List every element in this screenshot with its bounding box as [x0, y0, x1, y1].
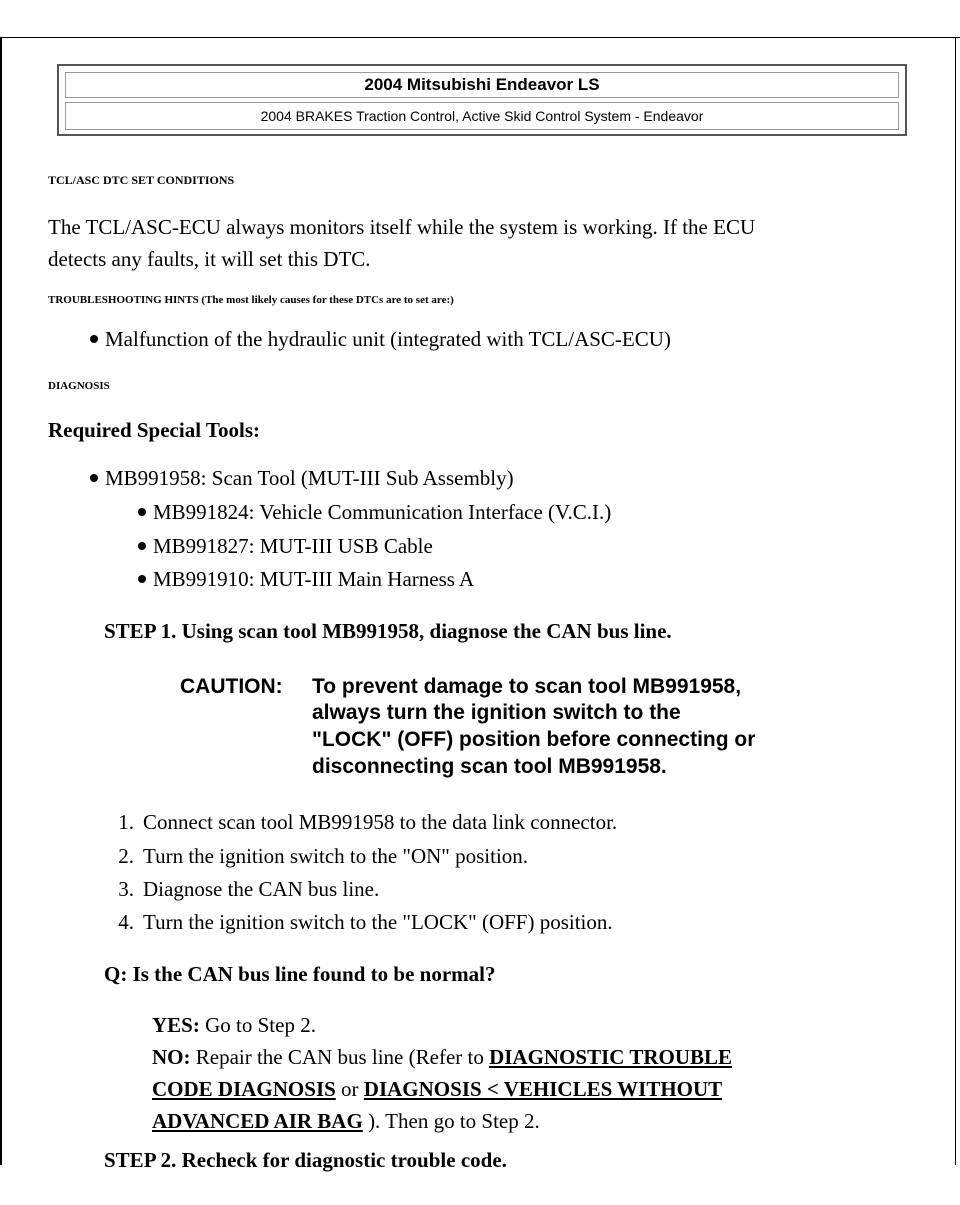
- bullet-dot-icon: [138, 542, 146, 550]
- required-tools-heading: Required Special Tools:: [48, 418, 260, 442]
- no-answer-line2: [152, 1077, 722, 1102]
- tool-main-text: MB991958: Scan Tool (MUT-III Sub Assembly): [105, 466, 514, 490]
- diagnosis-vehicles-link[interactable]: ADVANCED AIR BAG: [152, 1109, 363, 1133]
- step2-title: STEP 2. Recheck for diagnostic trouble code.: [104, 1148, 507, 1172]
- header-title: 2004 Mitsubishi Endeavor LS: [65, 72, 899, 98]
- tool-sub-item: [138, 500, 611, 525]
- hint-bullet-text: Malfunction of the hydraulic unit (integrated with TCL/ASC-ECU): [105, 327, 671, 351]
- step-number: 1.: [118, 810, 134, 834]
- bullet-dot-icon: [138, 575, 146, 583]
- yes-answer: [152, 1013, 316, 1038]
- step1-title: STEP 1. Using scan tool MB991958, diagnose the CAN bus line.: [104, 619, 672, 643]
- caution-label: CAUTION:: [180, 675, 283, 698]
- procedure-step: [104, 910, 613, 935]
- tool-sub-text: MB991827: MUT-III USB Cable: [153, 534, 433, 558]
- caution-line: always turn the ignition switch to the: [312, 701, 681, 724]
- document-header: [57, 64, 907, 136]
- tool-sub-item: [138, 534, 433, 559]
- hint-bullet-item: [90, 327, 671, 352]
- bullet-dot-icon: [90, 474, 98, 482]
- caution-line: disconnecting scan tool MB991958.: [312, 755, 667, 778]
- procedure-step: [104, 877, 379, 902]
- step-text: Turn the ignition switch to the "ON" position.: [143, 844, 529, 868]
- troubleshooting-hints-heading: TROUBLESHOOTING HINTS (The most likely causes for these DTCs are to set are:): [48, 294, 454, 306]
- step-text: Connect scan tool MB991958 to the data link connector.: [143, 810, 618, 834]
- caution-line: "LOCK" (OFF) position before connecting or: [312, 728, 756, 751]
- no-text: Repair the CAN bus line (Refer to: [195, 1045, 484, 1069]
- caution-line: To prevent damage to scan tool MB991958,: [312, 675, 742, 698]
- diagnostic-trouble-code-link[interactable]: CODE DIAGNOSIS: [152, 1077, 336, 1101]
- or-text: or: [341, 1077, 359, 1101]
- no-text-end: ). Then go to Step 2.: [368, 1109, 540, 1133]
- set-conditions-heading: TCL/ASC DTC SET CONDITIONS: [48, 173, 235, 187]
- yes-text: Go to Step 2.: [205, 1013, 316, 1037]
- diagnostic-trouble-code-link[interactable]: DIAGNOSTIC TROUBLE: [489, 1045, 733, 1069]
- diagnosis-heading: DIAGNOSIS: [48, 380, 110, 392]
- step-number: 4.: [118, 910, 134, 934]
- tool-main-item: [90, 466, 514, 491]
- procedure-step: [104, 810, 617, 835]
- bullet-dot-icon: [90, 335, 98, 343]
- no-answer-line3: [152, 1109, 540, 1134]
- bullet-dot-icon: [138, 508, 146, 516]
- tool-sub-text: MB991910: MUT-III Main Harness A: [153, 567, 475, 591]
- set-conditions-para-line2: detects any faults, it will set this DTC.: [48, 247, 371, 271]
- step-number: 2.: [118, 844, 134, 868]
- procedure-step: [104, 844, 528, 869]
- set-conditions-para-line1: The TCL/ASC-ECU always monitors itself while the system is working. If the ECU: [48, 215, 756, 239]
- diagnosis-vehicles-link[interactable]: DIAGNOSIS < VEHICLES WITHOUT: [363, 1077, 723, 1101]
- tool-sub-item: [138, 567, 474, 592]
- step-text: Diagnose the CAN bus line.: [143, 877, 380, 901]
- no-label: NO:: [152, 1045, 191, 1069]
- step-number: 3.: [118, 877, 134, 901]
- step-text: Turn the ignition switch to the "LOCK" (OFF) position.: [143, 910, 613, 934]
- tool-sub-text: MB991824: Vehicle Communication Interface (V.C.I.): [153, 500, 612, 524]
- yes-label: YES:: [152, 1013, 200, 1037]
- page-frame-left: [0, 37, 2, 1165]
- page-frame-top: [0, 37, 960, 38]
- no-answer-line1: [152, 1045, 732, 1070]
- page-frame-right: [955, 37, 956, 1165]
- header-subtitle: 2004 BRAKES Traction Control, Active Skid Control System - Endeavor: [65, 102, 899, 130]
- question-text: Q: Is the CAN bus line found to be normal?: [104, 962, 496, 986]
